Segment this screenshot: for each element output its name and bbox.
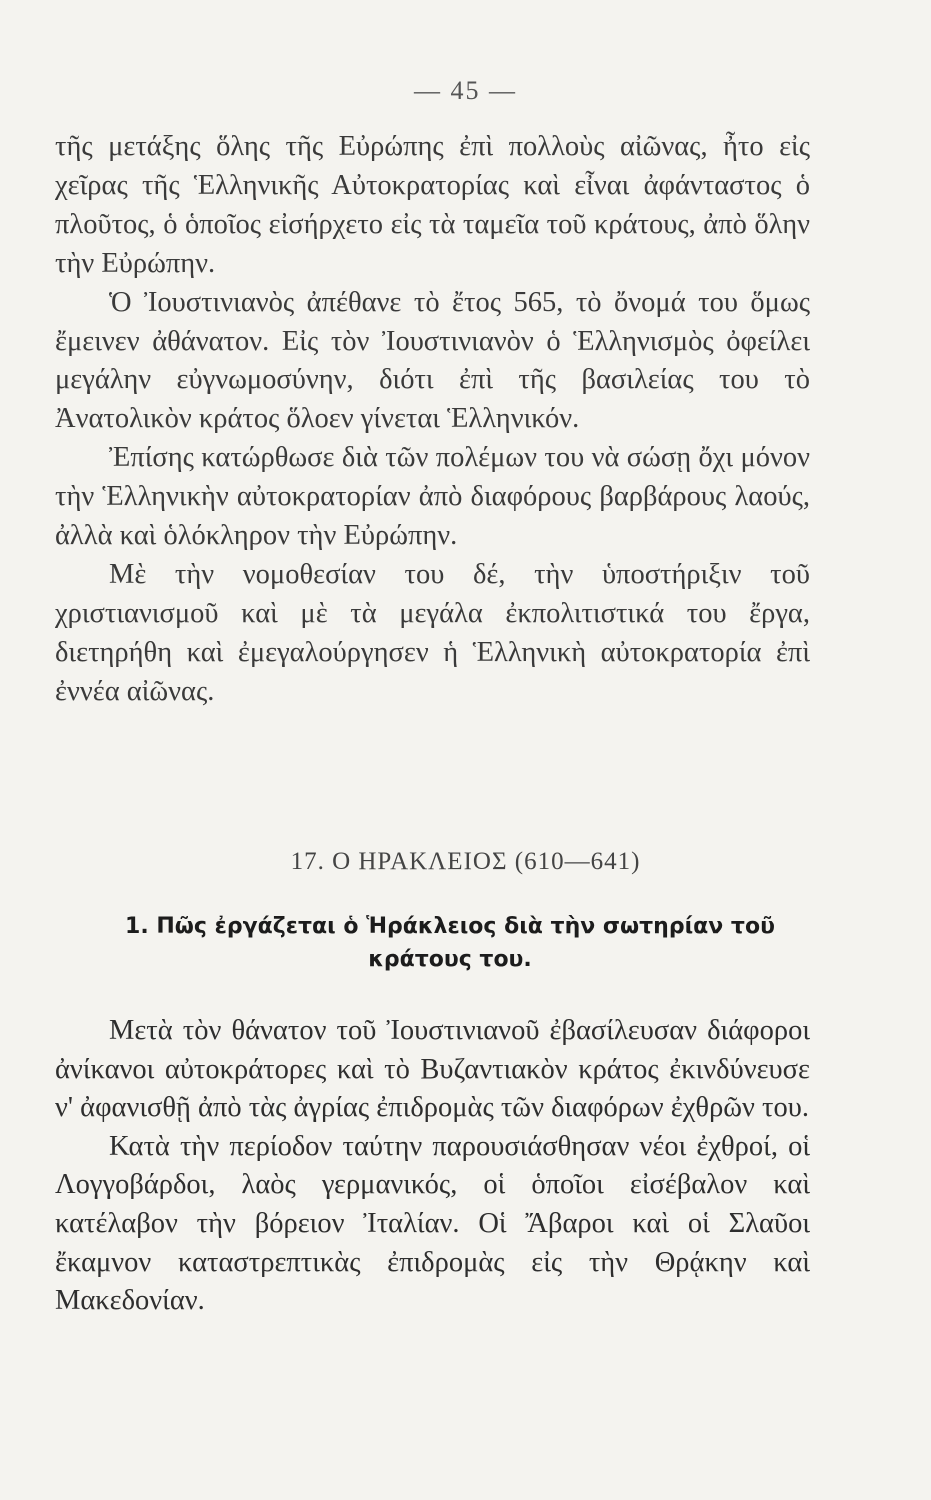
paragraph: Μετὰ τὸν θάνατον τοῦ Ἰουστινιανοῦ ἐβασίλευσαν διάφοροι ἀνίκανοι αὐτοκράτορες καὶ τὸ Βυζαντιακὸν κράτος ἐκινδύνευσε ν' ἀφανισθῇ ἀπὸ τὰς ἀγρίας ἐπιδρομὰς τῶν διαφόρων ἐχθρῶν του. (55, 1015, 810, 1124)
paragraph: Ἐπίσης κατώρθωσε διὰ τῶν πολέμων του νὰ σώσῃ ὄχι μόνον τὴν Ἑλληνικὴν αὐτοκρατορίαν ἀπὸ διαφόρους βαρβάρους λαούς, ἀλλὰ καὶ ὁλόκληρον τὴν Εὐρώπην. (55, 442, 810, 552)
body-text-bottom (55, 1012, 810, 1321)
section-title: 17. Ο ΗΡΑΚΛΕΙΟΣ (610—641) (290, 848, 641, 875)
paragraph: τῆς μετάξης ὅλης τῆς Εὐρώπης ἐπὶ πολλοὺς αἰῶνας, ἦτο εἰς χεῖρας τῆς Ἑλληνικῆς Αὐτοκρατορίας καὶ εἶναι ἀφάνταστος ὁ πλοῦτος, ὁ ὁποῖος εἰσήρχετο εἰς τὰ ταμεῖα τοῦ κράτους, ἀπὸ ὅλην τὴν Εὐρώπην. (55, 131, 810, 279)
paragraph: Ὁ Ἰουστινιανὸς ἀπέθανε τὸ ἔτος 565, τὸ ὄνομά του ὅμως ἔμεινεν ἀθάνατον. Εἰς τὸν Ἰουστινιανὸν ὁ Ἑλληνισμὸς ὀφείλει μεγάλην εὐγνωμοσύνην, διότι ἐπὶ τῆς βασιλείας του τὸ Ἀνατολικὸν κράτος ὅλοεν γίνεται Ἑλληνικόν. (55, 286, 810, 435)
paragraph: Μὲ τὴν νομοθεσίαν του δέ, τὴν ὑποστήριξιν τοῦ χριστιανισμοῦ καὶ μὲ τὰ μεγάλα ἐκπολιτιστικά του ἔργα, διετηρήθη καὶ ἐμεγαλούργησεν ἡ Ἑλληνικὴ αὐτοκρατορία ἐπὶ ἐννέα αἰῶνας. (55, 558, 810, 707)
body-text-top (55, 128, 810, 712)
paragraph: Κατὰ τὴν περίοδον ταύτην παρουσιάσθησαν νέοι ἐχθροί, οἱ Λογγοβάρδοι, λαὸς γερμανικός, οἱ ὁποῖοι εἰσέβαλον καὶ κατέλαβον τὴν βόρειον Ἰταλίαν. Οἱ Ἄβαροι καὶ οἱ Σλαῦοι ἔκαμνον καταστρεπτικὰς ἐπιδρομὰς εἰς τὴν Θρᾴκην καὶ Μακεδονίαν. (55, 1130, 810, 1317)
subheading: 1. Πῶς ἐργάζεται ὁ Ἡράκλειος διὰ τὴν σωτηρίαν τοῦ κράτους του. (125, 914, 775, 972)
page-number: — 45 — (414, 76, 517, 105)
